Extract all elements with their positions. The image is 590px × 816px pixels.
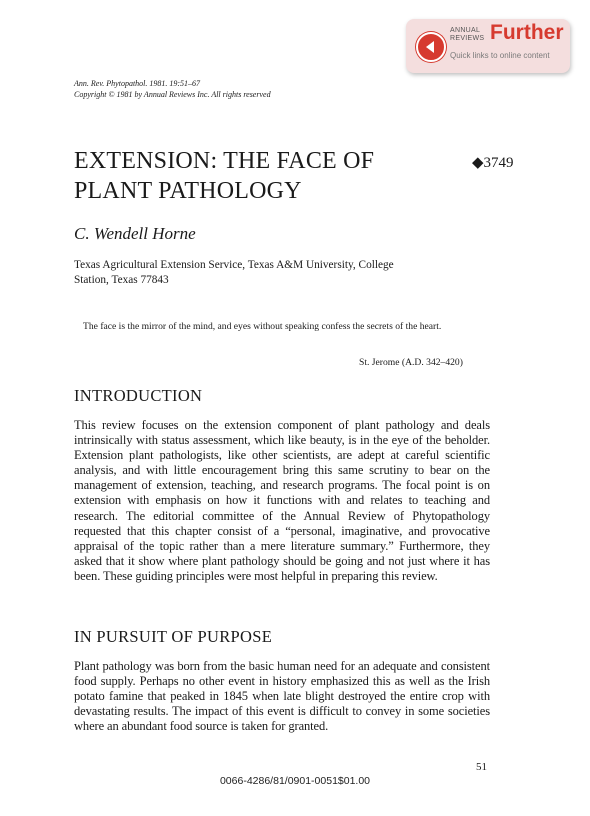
section-heading-introduction: INTRODUCTION bbox=[74, 386, 203, 405]
further-label: Further bbox=[490, 21, 564, 44]
author-name: C. Wendell Horne bbox=[74, 224, 196, 243]
further-subtitle: Quick links to online content bbox=[450, 51, 550, 60]
epigraph-quote: The face is the mirror of the mind, and eyes without speaking confess the secrets of the heart. bbox=[83, 321, 442, 332]
author-affiliation: Texas Agricultural Extension Service, Texas A&M University, College Station, Texas 77843 bbox=[74, 259, 394, 286]
epigraph-attribution: St. Jerome (A.D. 342–420) bbox=[359, 357, 463, 368]
play-icon bbox=[416, 32, 446, 62]
reference-number: ◆3749 bbox=[472, 155, 514, 171]
annual-reviews-wordmark: ANNUAL REVIEWS bbox=[450, 27, 485, 42]
footer-code: 0066-4286/81/0901-0051$01.00 bbox=[219, 775, 371, 787]
pursuit-paragraph: Plant pathology was born from the basic human need for an adequate and consistent food supply. Perhaps no other event in history emphasized this as well as the Irish potato famine that peaked in 1845 when late blight destroyed the entire crop with devastating results. The impact of this event is difficult to convey in some societies where an abundant food source is taken for granted. bbox=[74, 659, 490, 734]
page-number: 51 bbox=[476, 761, 487, 773]
section-heading-pursuit: IN PURSUIT OF PURPOSE bbox=[74, 627, 273, 646]
further-banner[interactable] bbox=[406, 19, 570, 73]
article-title: EXTENSION: THE FACE OF PLANT PATHOLOGY bbox=[74, 148, 375, 204]
introduction-paragraph: This review focuses on the extension component of plant pathology and deals intrinsically with status assessment, which like beauty, is in the eye of the beholder. Extension plant pathologists, like other scientists, are adept at careful scientific analysis, and with little encouragement bring this same scrutiny to bear on the management of extension, teaching, and research programs. The focal point is on extension with emphasis on how it functions with and relates to teaching and research. The editorial committee of the Annual Review of Phytopathology requested that this chapter consist of a “personal, imaginative, and provocative appraisal of the topic rather than a mere literature summary.” Furthermore, they asked that it show where plant pathology should be going and not just where it has been. These guiding principles were most helpful in preparing this review. bbox=[74, 418, 490, 583]
journal-citation: Ann. Rev. Phytopathol. 1981. 19:51–67 Copyright © 1981 by Annual Reviews Inc. All rights reserved bbox=[74, 79, 271, 99]
